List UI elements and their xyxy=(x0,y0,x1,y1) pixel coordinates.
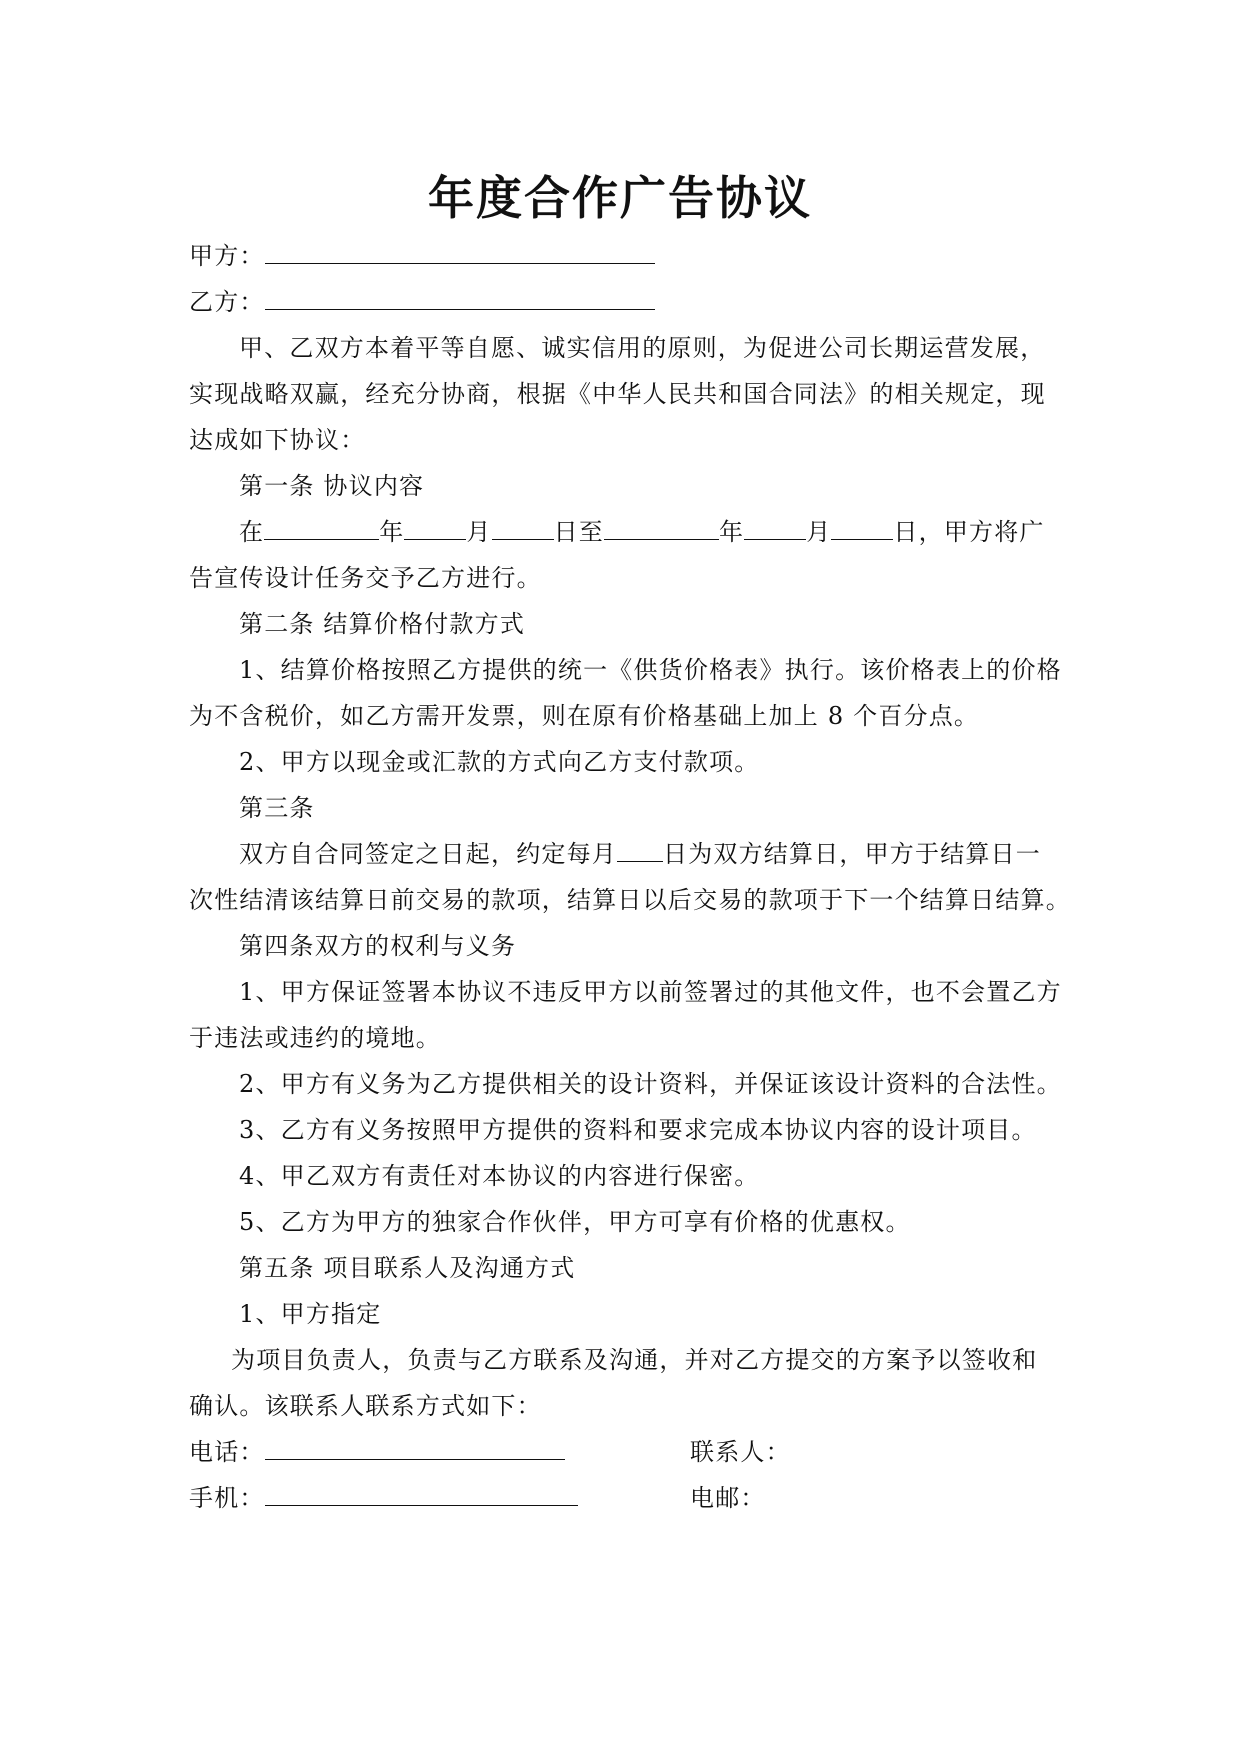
article-2-item-1-line-2: 为不含税价，如乙方需开发票，则在原有价格基础上加上 8 个百分点。 xyxy=(189,702,980,730)
preamble-line-2: 实现战略双赢，经充分协商，根据《中华人民共和国合同法》的相关规定，现 xyxy=(189,380,1046,408)
end-day-blank xyxy=(831,509,893,540)
settlement-day-blank xyxy=(617,831,663,862)
article-5-para-line-2: 确认。该联系人联系方式如下： xyxy=(189,1392,542,1420)
mobile-row xyxy=(189,1474,1059,1522)
article-5-heading: 第五条 项目联系人及沟通方式 xyxy=(239,1254,576,1282)
party-a-label: 甲方： xyxy=(189,242,265,270)
article-4-item-4: 4、甲乙双方有责任对本协议的内容进行保密。 xyxy=(239,1162,760,1190)
day-end-label: 日，甲方将广 xyxy=(893,518,1045,546)
phone-blank xyxy=(265,1429,565,1460)
party-a-row xyxy=(189,232,1059,280)
article-2-item-2: 2、甲方以现金或汇款的方式向乙方支付款项。 xyxy=(239,748,760,776)
article-3-line-1-pre: 双方自合同签定之日起，约定每月 xyxy=(239,840,617,868)
start-year-blank xyxy=(264,509,379,540)
phone-row xyxy=(189,1428,1059,1476)
document-title: 年度合作广告协议 xyxy=(428,171,812,225)
preamble-line-1: 甲、乙双方本着平等自愿、诚实信用的原则，为促进公司长期运营发展， xyxy=(239,334,1046,362)
article-1-line-2: 告宣传设计任务交予乙方进行。 xyxy=(189,564,542,592)
article-4-item-2: 2、甲方有义务为乙方提供相关的设计资料，并保证该设计资料的合法性。 xyxy=(239,1070,1062,1098)
article-1-date-row xyxy=(189,508,1109,556)
preamble-line-3: 达成如下协议： xyxy=(189,426,366,454)
start-year-label: 年 xyxy=(379,518,405,546)
start-month-label: 月 xyxy=(466,518,492,546)
article-3-line-2: 次性结清该结算日前交易的款项，结算日以后交易的款项于下一个结算日结算。 xyxy=(189,886,1071,914)
mobile-label: 手机： xyxy=(189,1484,265,1512)
article-5-item-1: 1、甲方指定 xyxy=(239,1300,382,1328)
end-month-label: 月 xyxy=(806,518,832,546)
mobile-blank xyxy=(265,1475,578,1506)
article-3-heading: 第三条 xyxy=(239,794,315,822)
article-1-at: 在 xyxy=(239,518,265,546)
start-month-blank xyxy=(404,509,466,540)
article-4-item-3: 3、乙方有义务按照甲方提供的资料和要求完成本协议内容的设计项目。 xyxy=(239,1116,1037,1144)
article-1-heading: 第一条 协议内容 xyxy=(239,472,425,500)
article-3-line-1-post: 日为双方结算日，甲方于结算日一 xyxy=(663,840,1041,868)
contact-label: 联系人： xyxy=(690,1438,791,1466)
article-2-heading: 第二条 结算价格付款方式 xyxy=(239,610,526,638)
party-b-blank xyxy=(265,279,655,310)
article-2-item-1-line-1: 1、结算价格按照乙方提供的统一《供货价格表》执行。该价格表上的价格 xyxy=(239,656,1062,684)
party-a-blank xyxy=(265,233,655,264)
end-year-blank xyxy=(604,509,719,540)
end-year-label: 年 xyxy=(719,518,745,546)
end-month-blank xyxy=(744,509,806,540)
article-4-item-1-line-2: 于违法或违约的境地。 xyxy=(189,1024,441,1052)
article-4-heading: 第四条双方的权利与义务 xyxy=(239,932,517,960)
day-to-label: 日至 xyxy=(553,518,605,546)
phone-label: 电话： xyxy=(189,1438,265,1466)
party-b-label: 乙方： xyxy=(189,288,265,316)
article-5-para-line-1: 为项目负责人，负责与乙方联系及沟通，并对乙方提交的方案予以签收和 xyxy=(231,1346,1038,1374)
start-day-blank xyxy=(492,509,554,540)
article-4-item-1-line-1: 1、甲方保证签署本协议不违反甲方以前签署过的其他文件，也不会置乙方 xyxy=(239,978,1062,1006)
article-3-line-1 xyxy=(189,830,1109,878)
email-label: 电邮： xyxy=(690,1484,766,1512)
party-b-row xyxy=(189,278,1059,326)
article-4-item-5: 5、乙方为甲方的独家合作伙伴，甲方可享有价格的优惠权。 xyxy=(239,1208,911,1236)
